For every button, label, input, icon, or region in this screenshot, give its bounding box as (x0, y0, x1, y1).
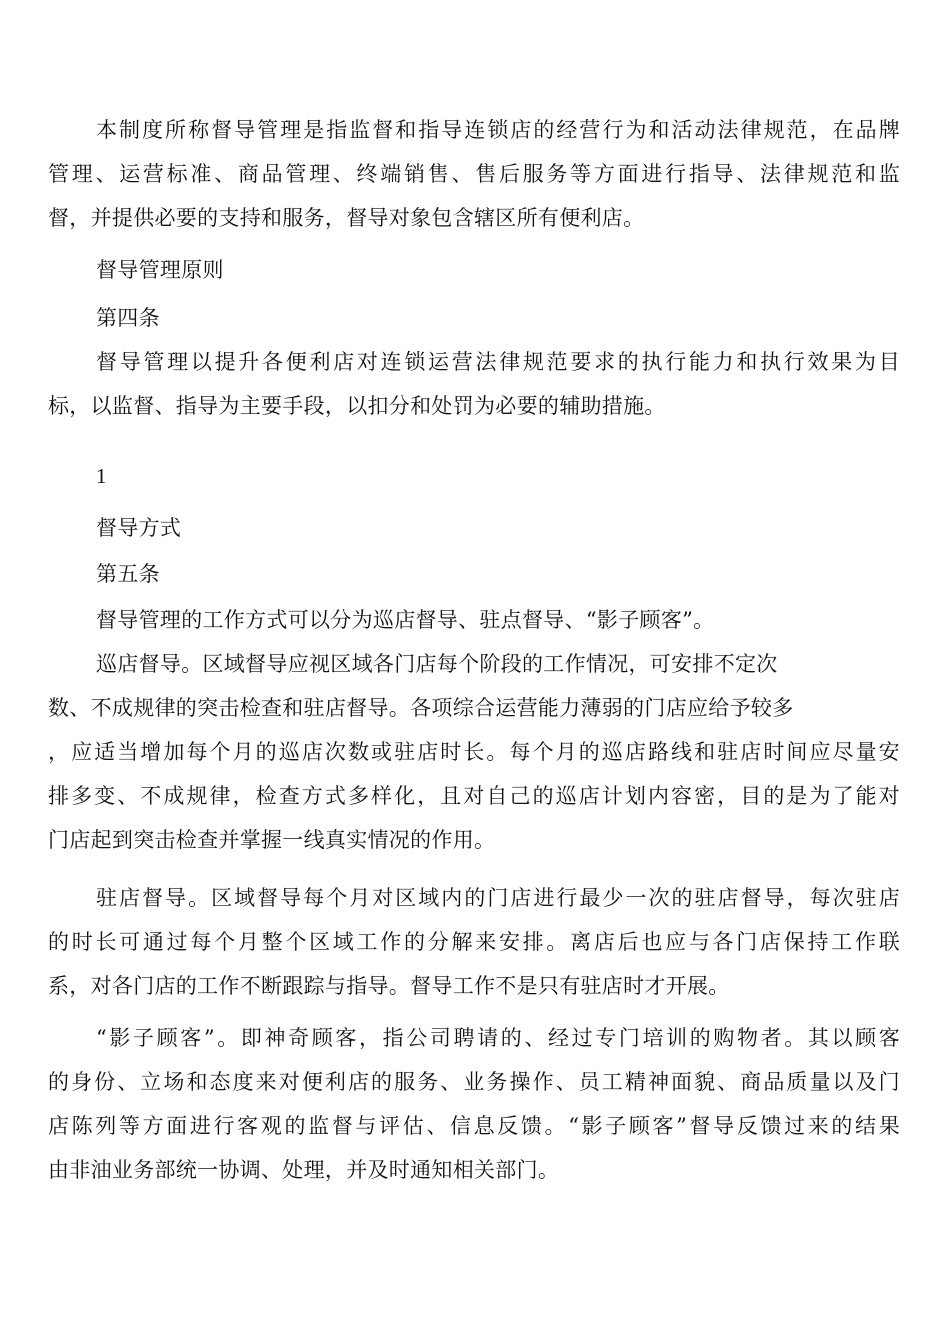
text-line: 驻店督导。区域督导每个月对区域内的门店进行最少一次的驻店督导，每次驻店 (96, 886, 900, 910)
section-heading-methods: 督导方式 (96, 516, 182, 540)
text-line: 的时长可通过每个月整个区域工作的分解来安排。离店后也应与各门店保持工作联 (48, 930, 900, 954)
section-heading-principles: 督导管理原则 (96, 258, 224, 282)
text-line: 排多变、不成规律，检查方式多样化，且对自己的巡店计划内容密，目的是为了能对 (48, 784, 900, 808)
text-line: 标，以监督、指导为主要手段，以扣分和处罚为必要的辅助措施。 (48, 394, 666, 418)
paragraph-resident-supervision (48, 876, 900, 1008)
text-line: 系，对各门店的工作不断跟踪与指导。督导工作不是只有驻店时才开展。 (48, 974, 730, 998)
article-five-label: 第五条 (96, 562, 160, 586)
paragraph-shadow-customer (48, 1016, 900, 1192)
text-line: 店陈列等方面进行客观的监督与评估、信息反馈。“影子顾客”督导反馈过来的结果 (48, 1114, 900, 1138)
text-line: ，应适当增加每个月的巡店次数或驻店时长。每个月的巡店路线和驻店时间应尽量安 (48, 740, 900, 764)
text-line: 督导管理以提升各便利店对连锁运营法律规范要求的执行能力和执行效果为目 (96, 350, 900, 374)
text-line: 门店起到突击检查并掌握一线真实情况的作用。 (48, 828, 496, 852)
text-line: “影子顾客”。即神奇顾客，指公司聘请的、经过专门培训的购物者。其以顾客 (96, 1026, 900, 1050)
paragraph-definition (48, 108, 900, 240)
article-four-label: 第四条 (96, 306, 160, 330)
page-number: 1 (96, 464, 107, 488)
text-line: 管理、运营标准、商品管理、终端销售、售后服务等方面进行指导、法律规范和监 (48, 162, 900, 186)
text-line: 由非油业务部统一协调、处理，并及时通知相关部门。 (48, 1158, 560, 1182)
text-line: 数、不成规律的突击检查和驻店督导。各项综合运营能力薄弱的门店应给予较多 (48, 696, 794, 720)
text-line: 督，并提供必要的支持和服务，督导对象包含辖区所有便利店。 (48, 206, 645, 230)
paragraph-principles (48, 340, 900, 428)
paragraph-patrol-supervision (48, 642, 900, 862)
text-line: 本制度所称督导管理是指监督和指导连锁店的经营行为和活动法律规范，在品牌 (96, 118, 900, 142)
text-line: 的身份、立场和态度来对便利店的服务、业务操作、员工精神面貌、商品质量以及门 (48, 1070, 900, 1094)
paragraph-methods-intro: 督导管理的工作方式可以分为巡店督导、驻点督导、“影子顾客”。 (96, 608, 715, 632)
text-line: 巡店督导。区域督导应视区域各门店每个阶段的工作情况，可安排不定次 (96, 652, 778, 676)
